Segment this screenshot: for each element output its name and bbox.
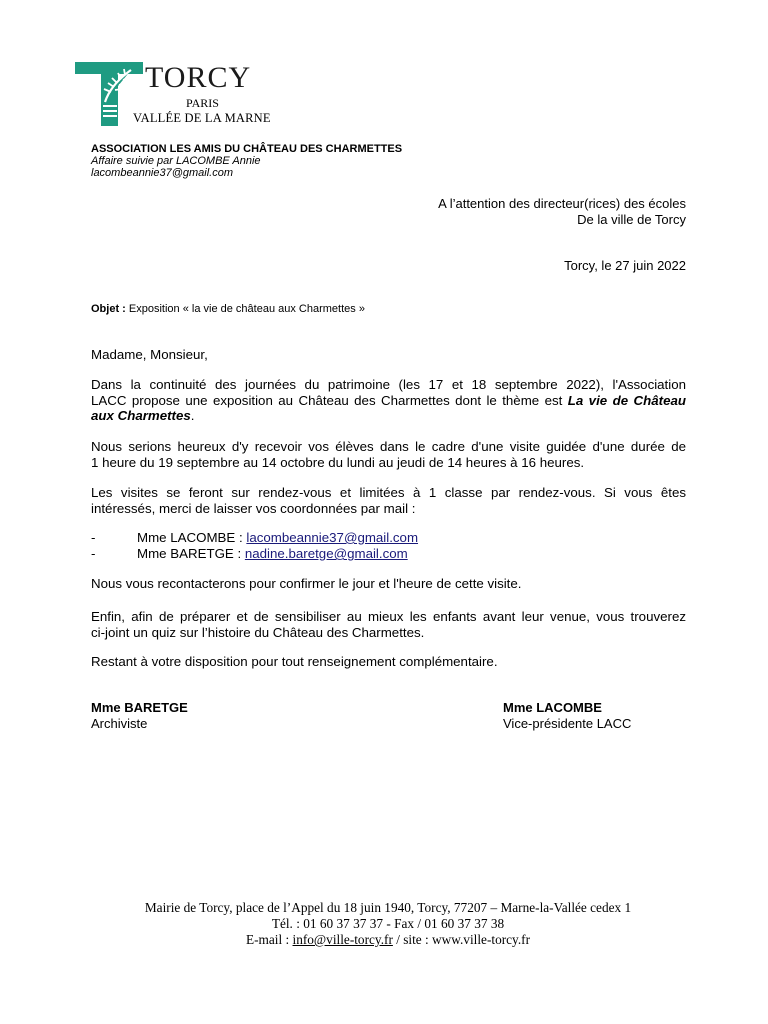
- paragraph-3-line-1: Les visites se feront sur rendez-vous et limitées à 1 classe par rendez-vous. Si vous êtes: [91, 485, 686, 500]
- paragraph-4: Nous vous recontacterons pour confirmer le jour et l'heure de cette visite.: [91, 576, 522, 591]
- logo-subtitle-paris: PARIS: [186, 96, 219, 110]
- paragraph-3-line-2: intéressés, merci de laisser vos coordonnées par mail :: [91, 500, 416, 516]
- paragraph-5: [91, 609, 686, 640]
- contact-email-link[interactable]: lacombeannie37@gmail.com: [246, 530, 419, 545]
- sender-email: lacombeannie37@gmail.com: [91, 167, 234, 179]
- bullet-dash: -: [91, 530, 96, 545]
- recipient-line-2: De la ville de Torcy: [577, 212, 686, 227]
- paragraph-1-line-3-end: .: [190, 408, 195, 423]
- footer-phone-fax: Tél. : 01 60 37 37 37 - Fax / 01 60 37 37 38: [271, 916, 505, 931]
- paragraph-3: [91, 485, 686, 516]
- letter-date: Torcy, le 27 juin 2022: [564, 258, 686, 273]
- footer-email-link[interactable]: info@ville-torcy.fr: [292, 932, 393, 947]
- signature-left-role: Archiviste: [91, 716, 148, 731]
- contact-item: [91, 546, 408, 561]
- objet-text: Exposition « la vie de château aux Charmettes »: [128, 303, 365, 315]
- signature-right-role: Vice-présidente LACC: [503, 716, 632, 731]
- logo-title: TORCY: [145, 61, 252, 94]
- sender-affaire: Affaire suivie par LACOMBE Annie: [91, 155, 261, 167]
- footer-email-label: E-mail :: [245, 932, 293, 947]
- paragraph-1-line-3: [91, 408, 686, 424]
- recipient-line-1: A l’attention des directeur(rices) des écoles: [438, 196, 686, 211]
- contact-email-link[interactable]: nadine.baretge@gmail.com: [244, 546, 408, 561]
- footer-address: Mairie de Torcy, place de l’Appel du 18 juin 1940, Torcy, 77207 – Marne-la-Vallée cedex 1: [144, 900, 632, 915]
- paragraph-1-line-2-text: LACC propose une exposition au Château des Charmettes dont le thème est: [91, 392, 568, 408]
- objet-line: [91, 303, 365, 315]
- sender-association: ASSOCIATION LES AMIS DU CHÂTEAU DES CHARMETTES: [91, 143, 403, 155]
- contact-name: Mme BARETGE :: [137, 546, 245, 561]
- footer-site: / site : www.ville-torcy.fr: [392, 932, 531, 947]
- paragraph-2-line-1: Nous serions heureux d'y recevoir vos élèves dans le cadre d'une visite guidée d'une durée de: [91, 439, 686, 454]
- paragraph-1: [91, 377, 686, 424]
- footer-contact: [0, 932, 768, 948]
- signature-right-name: Mme LACOMBE: [503, 700, 602, 715]
- salutation: Madame, Monsieur,: [91, 347, 208, 362]
- paragraph-1-line-2: [91, 393, 686, 409]
- paragraph-2-line-2: 1 heure du 19 septembre au 14 octobre du lundi au jeudi de 14 heures à 16 heures.: [91, 454, 585, 470]
- theme-emphasis-2: aux Charmettes: [91, 408, 191, 423]
- paragraph-2: [91, 439, 686, 470]
- logo-subtitle-vallee: VALLÉE DE LA MARNE: [133, 111, 271, 125]
- paragraph-5-line-1: Enfin, afin de préparer et de sensibiliser au mieux les enfants avant leur venue, vous trouverez: [91, 609, 686, 624]
- theme-emphasis-1: La vie de Château: [567, 392, 686, 408]
- paragraph-5-line-2: ci-joint un quiz sur l’histoire du Château des Charmettes.: [91, 624, 425, 640]
- signature-left-name: Mme BARETGE: [91, 700, 188, 715]
- bullet-dash: -: [91, 546, 96, 561]
- paragraph-1-line-1: Dans la continuité des journées du patrimoine (les 17 et 18 septembre 2022), l'Association: [91, 377, 686, 392]
- objet-label: Objet :: [91, 303, 126, 315]
- contact-name: Mme LACOMBE :: [137, 530, 247, 545]
- paragraph-6: Restant à votre disposition pour tout renseignement complémentaire.: [91, 654, 498, 669]
- contact-item: [91, 530, 418, 545]
